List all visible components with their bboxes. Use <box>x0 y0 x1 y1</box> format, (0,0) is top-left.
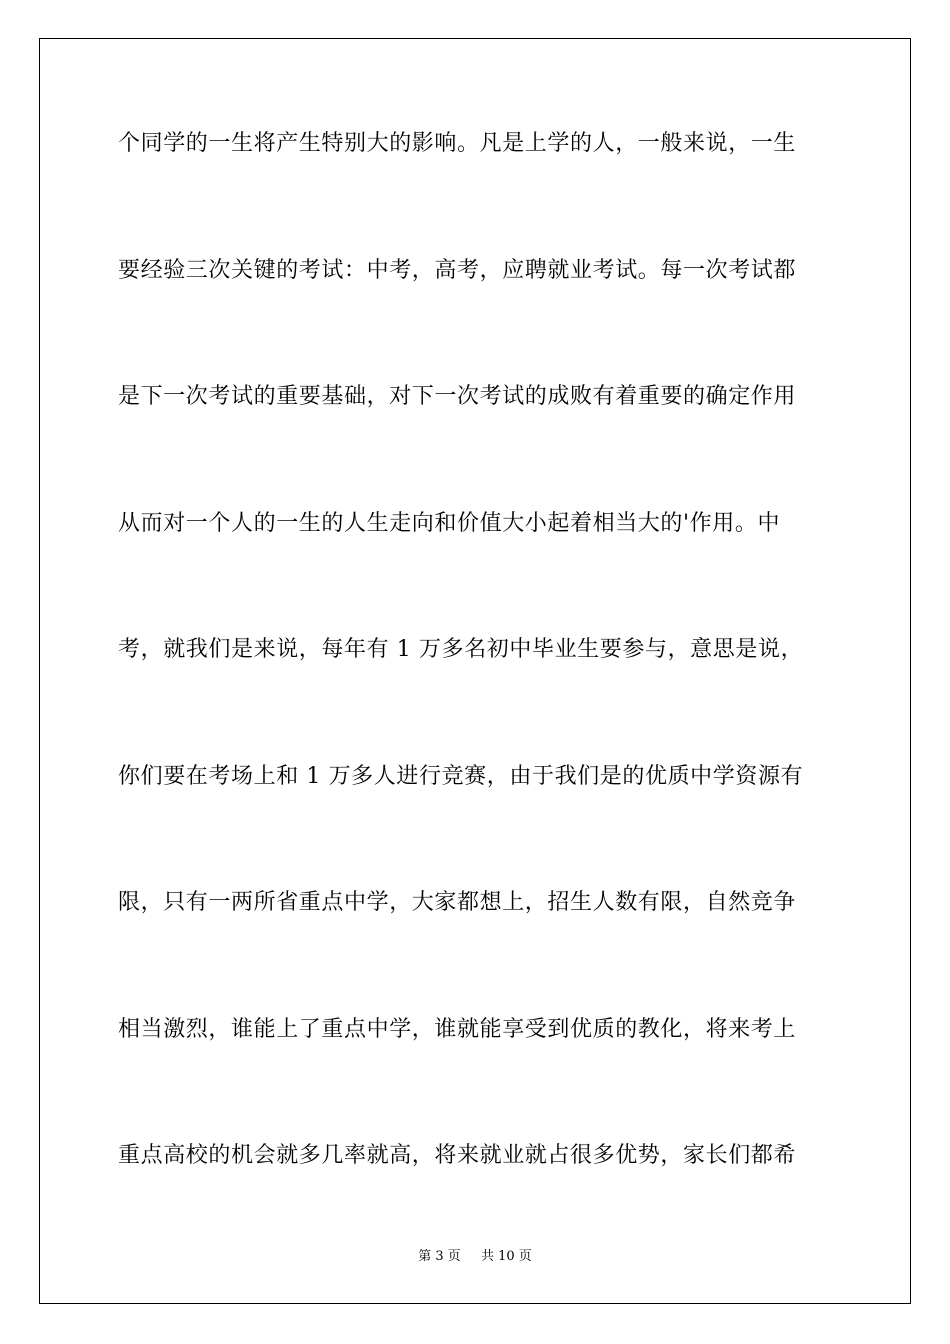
page-footer <box>0 1248 950 1266</box>
text-line: 考，就我们是来说，每年有 1 万多名初中毕业生要参与，意思是说， <box>118 637 804 662</box>
page-number: 第 3 页 <box>418 1249 461 1264</box>
text-line: 相当激烈，谁能上了重点中学，谁就能享受到优质的教化，将来考上 <box>118 1016 797 1042</box>
text-line: 限，只有一两所省重点中学，大家都想上，招生人数有限，自然竞争 <box>118 890 797 915</box>
body-text <box>118 128 832 1267</box>
text-line: 你们要在考场上和 1 万多人进行竞赛，由于我们是的优质中学资源有 <box>118 763 804 789</box>
page-total: 共 10 页 <box>480 1249 532 1264</box>
text-line: 重点高校的机会就多几率就高，将来就业就占很多优势，家长们都希 <box>118 1143 797 1168</box>
text-line: 个同学的一生将产生特别大的影响。凡是上学的人，一般来说，一生 <box>118 131 797 156</box>
text-line: 是下一次考试的重要基础，对下一次考试的成败有着重要的确定作用 <box>118 384 797 409</box>
text-line: 要经验三次关键的考试：中考，高考，应聘就业考试。每一次考试都 <box>118 257 797 283</box>
text-line: 从而对一个人的一生的人生走向和价值大小起着相当大的'作用。中 <box>118 510 781 536</box>
